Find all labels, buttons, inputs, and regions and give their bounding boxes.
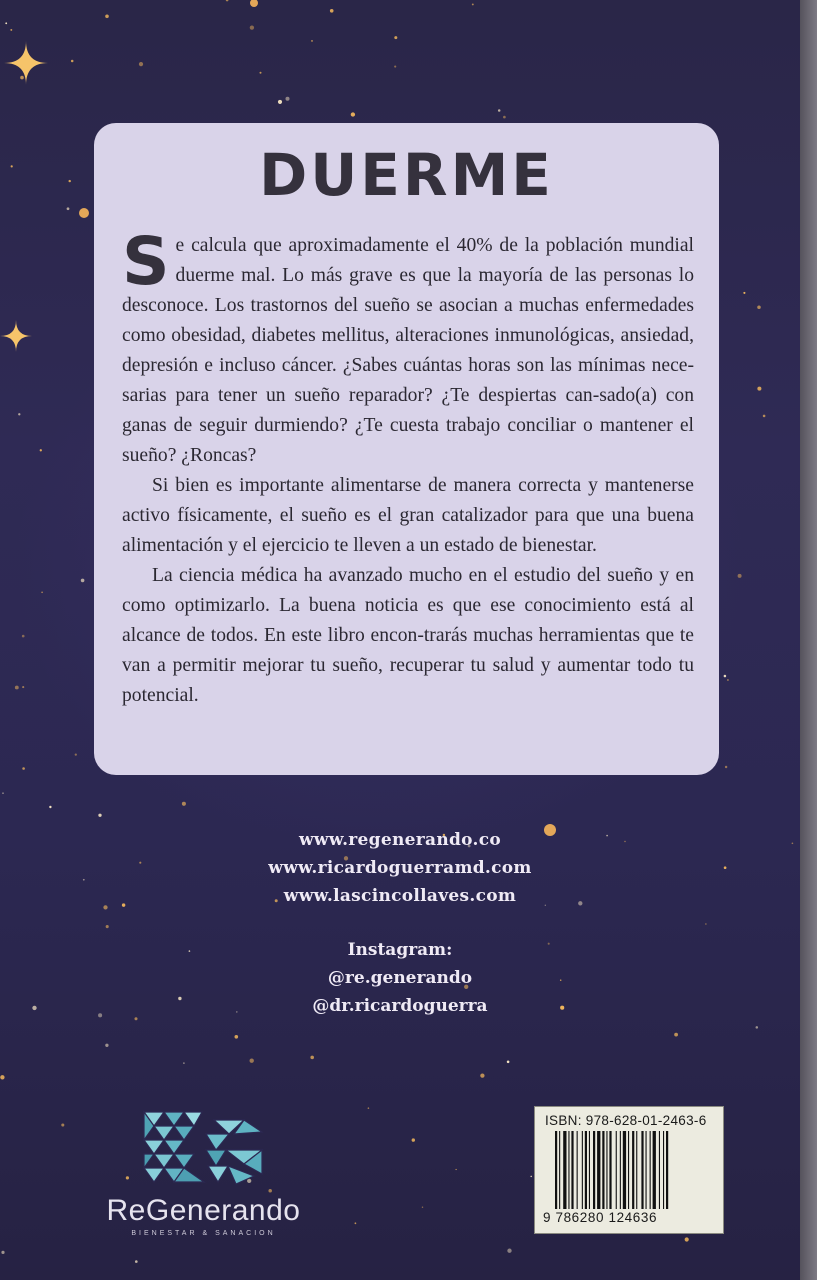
star [705,923,706,924]
star [11,165,13,167]
star [310,1056,314,1060]
barcode-bar [632,1131,634,1209]
star [259,72,261,74]
isbn-barcode [534,1106,724,1234]
star [5,22,7,24]
star [472,3,474,5]
barcode-bar [597,1131,600,1209]
instagram-handle[interactable]: @dr.ricardoguerra [312,996,488,1016]
isbn-number: ISBN: 978-628-01-2463-6 [545,1113,707,1128]
star [41,591,43,593]
barcode-bar [559,1131,560,1209]
star [75,753,77,755]
star [757,305,761,309]
website-link[interactable]: www.regenerando.co [298,830,502,850]
star [674,1033,678,1037]
glow-star [250,0,258,7]
star [278,100,282,104]
star [15,686,19,690]
website-list [0,826,800,910]
barcode-digits: 9 786280 124636 [543,1210,658,1225]
barcode-bar [653,1131,656,1209]
star [530,1176,532,1178]
barcode-bars [555,1131,705,1211]
barcode-bar [659,1131,660,1209]
barcode-bar [563,1131,566,1209]
star [756,1026,759,1029]
star [105,1044,108,1047]
star [503,116,506,119]
barcode-bar [646,1131,647,1209]
star [71,60,74,63]
star [2,792,4,794]
star [67,207,70,210]
barcode-bar [577,1131,578,1209]
star [139,62,143,66]
page-edge [800,0,817,1280]
barcode-bar [636,1131,637,1209]
star [285,97,289,101]
barcode-bar [666,1131,668,1209]
rg-logo-icon [96,1108,311,1198]
synopsis-text [122,223,694,711]
logo-tagline: BIENESTAR & SANACION [131,1230,276,1237]
glow-star [79,208,89,218]
star [763,415,766,418]
barcode-bar [568,1131,569,1209]
star [235,1035,239,1039]
star [480,1073,484,1077]
barcode-bar [593,1131,595,1209]
star [61,1123,64,1126]
star [0,1075,4,1079]
instagram-handle[interactable]: @re.generando [327,968,473,988]
star [498,109,501,112]
star [135,1260,138,1263]
barcode-bar [602,1131,604,1209]
barcode-bar [650,1131,651,1209]
star [685,1237,689,1241]
star [757,387,761,391]
star [10,29,12,31]
sparkle-star [4,41,48,85]
star [22,686,24,688]
barcode-bar [606,1131,607,1209]
barcode-bar [641,1131,643,1209]
barcode-bar [609,1131,611,1209]
star [250,1059,254,1063]
star [49,806,51,808]
synopsis-paragraph-2: Si bien es importante alimentarse de manera correcta y mantenerse activo físicamente, el sueño es el gran catalizador para que una buena alimentación y el ejercicio te lleven a un estado de bienestar. [122,475,694,556]
instagram-block [0,936,800,1020]
star [40,449,42,451]
barcode-bar [582,1131,583,1209]
star [724,675,727,678]
star [105,15,109,19]
barcode-bar [616,1131,617,1209]
barcode-bar [555,1131,557,1209]
star [1,1251,4,1254]
website-link[interactable]: www.ricardoguerramd.com [268,858,532,878]
barcode-bar [628,1131,629,1209]
star [738,574,742,578]
logo-name: ReGenerando [106,1194,301,1227]
star [330,9,334,13]
star [18,413,20,415]
star [455,1169,456,1170]
barcode-bar [585,1131,587,1209]
drop-cap: S [122,223,170,300]
star [22,635,25,638]
synopsis-panel [94,123,719,775]
barcode-bar [620,1131,621,1209]
star [412,1138,415,1141]
star [394,36,397,39]
star [311,40,313,42]
star [743,292,745,294]
star [507,1061,510,1064]
star [20,76,24,80]
synopsis-paragraph-1 [122,223,694,471]
star [725,766,727,768]
sparkle-star [0,320,32,352]
book-title: DUERME [259,141,554,209]
publisher-logo [96,1108,311,1248]
instagram-label: Instagram: [347,940,453,960]
star [106,925,109,928]
star [183,1062,185,1064]
star [368,1107,370,1109]
star [250,25,254,29]
star [226,0,229,1]
star [507,1249,511,1253]
star [98,814,101,817]
star [182,802,186,806]
star [355,1222,357,1224]
star [422,1206,423,1207]
star [81,579,85,583]
website-link[interactable]: www.lascincollaves.com [283,886,517,906]
star [22,767,25,770]
barcode-bar [589,1131,590,1209]
star [69,180,71,182]
barcode-bar [571,1131,573,1209]
star [727,679,729,681]
synopsis-paragraph-3: La ciencia médica ha avanzado mucho en el estudio del sueño y en como optimizarlo. La buena noticia es que ese conocimiento está al alcance de todos. En este libro encon-trarás muchas herramientas que te van a permitir mejorar tu sueño, recuperar tu salud y aumentar todo tu potencial. [122,565,694,706]
star [394,66,396,68]
barcode-bar [663,1131,664,1209]
star [351,112,355,116]
paragraph-1-text: e calcula que aproximadamente el 40% de la población mundial duerme mal. Lo más grave es que la mayoría de las personas lo desconoce. Los trastornos del sueño se asocian a muchas enfermedades como obesidad, diabetes mellitus, alteraciones inmunológicas, ansiedad, depresión e incluso cáncer. ¿Sabes cuántas horas son las mínimas nece-sarias para tener un sueño reparador? ¿Te despiertas can-sado(a) con ganas de seguir durmiendo? ¿Te cuesta trabajo conciliar o mantener el sueño? ¿Roncas? [122,235,694,466]
barcode-bar [623,1131,626,1209]
